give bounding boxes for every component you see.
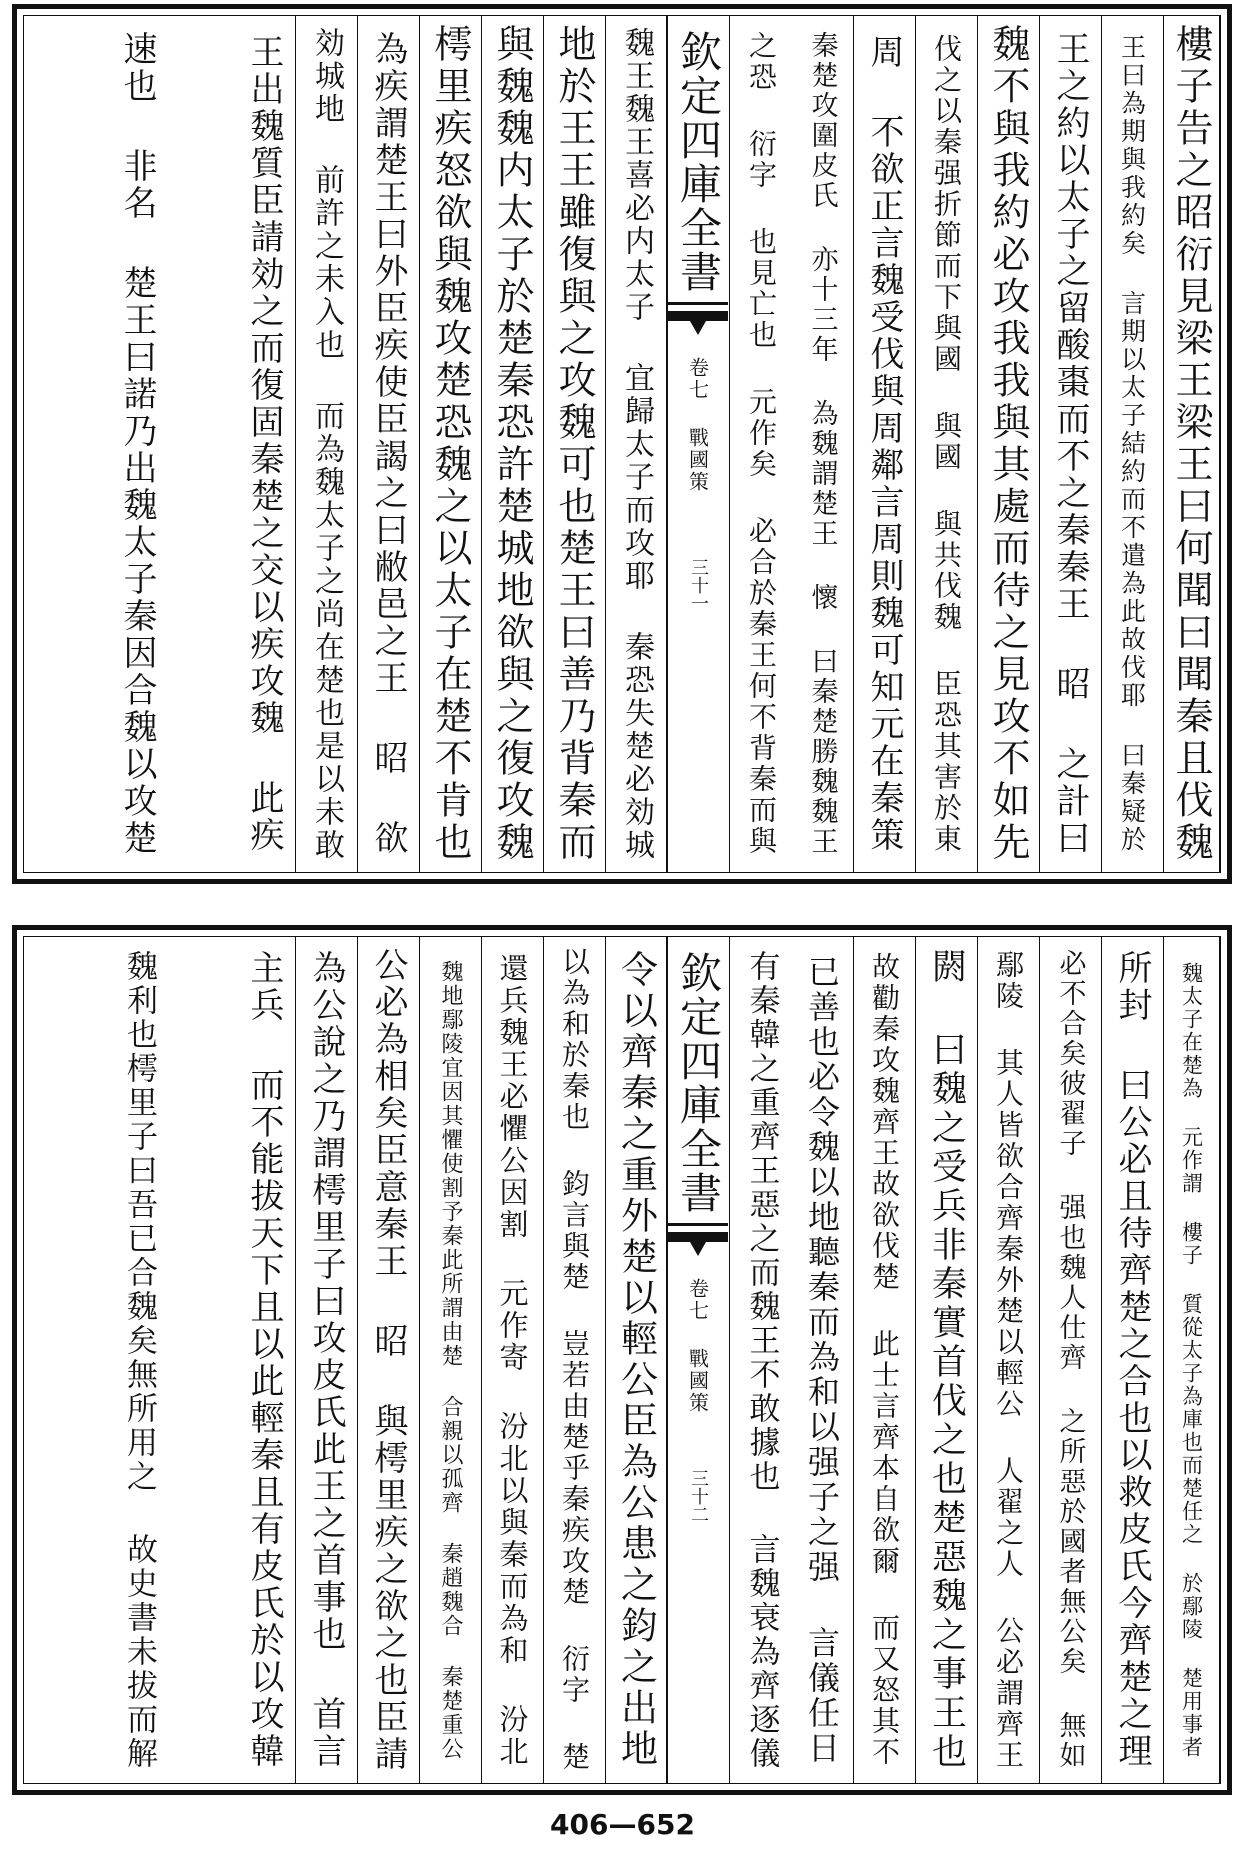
column-text: 魏太子在楚為 元作謂 樓子 質從太子為庫也而楚任之 於鄢陵 楚用事者 <box>1179 961 1204 1759</box>
text-column <box>977 937 1040 1783</box>
page-label: 三十一 <box>688 558 709 612</box>
page-label: 三十二 <box>688 1469 709 1523</box>
column-text: 王之約以太子之留酸棗而不之秦秦王 昭 之計曰 <box>1050 31 1090 857</box>
text-column <box>1039 16 1102 872</box>
column-text: 魏不與我約必攻我我與其處而待之見攻不如先 <box>986 24 1030 864</box>
text-column <box>915 937 978 1783</box>
column-text: 主兵 而不能拔天下且以此輕秦且有皮氏於以攻韓 <box>244 950 284 1770</box>
column-text: 已善也必令魏以地聽秦而為和以强子之强 言儀任日 <box>803 954 841 1766</box>
fish-tail-mark-icon <box>668 311 728 339</box>
text-column <box>605 16 668 872</box>
text-column <box>1101 937 1164 1783</box>
column-text: 以為和於秦也 鈞言與楚 豈若由楚乎秦疾攻楚 衍字 楚 <box>558 947 591 1773</box>
column-text: 樓子告之昭衍見梁王梁王曰何聞曰聞秦且伐魏 <box>1169 24 1213 864</box>
column-text: 還兵魏王必懼公因割 元作寄 汾北以與秦而為和 汾北 <box>495 952 530 1768</box>
text-column <box>791 16 854 872</box>
text-column <box>233 937 296 1783</box>
column-text: 閼 曰魏之受兵非秦實首伐之也楚惡魏之事王也 <box>926 948 967 1772</box>
text-column <box>24 937 234 1783</box>
column-text: 必不合矣彼翟子 强也魏人仕齊 之所惡於國者無公矣 無如 <box>1054 949 1086 1771</box>
text-column <box>1101 16 1164 872</box>
text-column <box>853 937 916 1783</box>
text-column <box>357 16 420 872</box>
text-column <box>730 937 792 1783</box>
column-text: 故勸秦攻魏齊王故欲伐楚 此士言齊本自欲爾 而又怒其不 <box>868 952 901 1768</box>
text-column <box>1039 937 1102 1783</box>
column-text: 公必為相矣臣意秦王 昭 與樗里疾之欲之也臣請 <box>368 947 408 1773</box>
text-column <box>419 16 482 872</box>
column-text: 所封 曰公必且待齊楚之合也以救皮氏今齊楚之理 <box>1112 950 1152 1770</box>
section-label: 卷七 戰國策 <box>685 1278 710 1414</box>
text-column <box>295 937 358 1783</box>
text-column <box>543 16 606 872</box>
column-text: 周 不欲正言魏受伐與周鄰言周則魏可知元在秦策 <box>864 34 904 854</box>
fish-tail-mark-icon <box>668 1232 728 1260</box>
text-column <box>791 937 854 1783</box>
text-column <box>853 16 916 872</box>
column-text: 與魏魏内太子於楚秦恐許楚城地欲與之復攻魏 <box>490 24 534 864</box>
top-page-panel <box>12 4 1232 884</box>
top-text-frame <box>23 15 1221 873</box>
text-column <box>730 16 792 872</box>
column-text: 鄢陵 其人皆欲合齊秦外楚以輕公 人翟之人 公必謂齊王 <box>992 949 1025 1771</box>
column-text: 秦楚攻圍皮氏 亦十三年 為魏謂楚王 懷 曰秦楚勝魏魏王 <box>806 31 838 857</box>
text-column <box>915 16 978 872</box>
text-column <box>605 937 668 1783</box>
book-title: 欽定四庫全書 <box>668 951 728 1226</box>
column-text: 之恐 衍字 也見亡也 元作矣 必合於秦王何不背秦而與 <box>745 31 778 857</box>
column-text: 地於王王雖復與之攻魏可也楚王曰善乃背秦而 <box>552 24 596 864</box>
text-column <box>481 937 544 1783</box>
text-column <box>233 16 296 872</box>
column-text: 伐之以秦强折節而下與國 與國 與共伐魏 臣恐其害於東 <box>930 33 963 855</box>
text-column <box>977 16 1040 872</box>
column-text: 速也 非名 楚王曰諾乃出魏太子秦因合魏以攻楚 <box>117 31 157 857</box>
text-column <box>481 16 544 872</box>
text-column <box>1163 937 1220 1783</box>
page-number-footer: 406—652 <box>550 1808 695 1841</box>
column-text: 令以齊秦之重外楚以輕公臣為公患之鈞之出地 <box>614 950 658 1770</box>
column-text: 樗里疾怒欲與魏攻楚恐魏之以太子在楚不肯也 <box>428 24 472 864</box>
text-column <box>419 937 482 1783</box>
bottom-page-panel <box>12 925 1232 1795</box>
column-text: 為疾謂楚王曰外臣疾使臣謁之曰敝邑之王 昭 欲 <box>368 31 408 857</box>
column-text: 王出魏質臣請効之而復固秦楚之交以疾攻魏 此疾 <box>244 34 284 854</box>
text-column <box>357 937 420 1783</box>
column-text: 効城地 前許之未入也 而為魏太子之尚在楚也是以未敢 <box>309 26 344 862</box>
text-column <box>295 16 358 872</box>
center-title-column <box>666 937 730 1783</box>
book-title: 欽定四庫全書 <box>668 30 728 305</box>
text-column <box>24 16 234 872</box>
column-text: 魏利也樗里子曰吾已合魏矣無所用之 故史書未拔而解 <box>121 949 157 1771</box>
column-text: 王曰為期與我約矣 言期以太子結約而不遣為此故伐耶 曰秦疑於 <box>1117 34 1147 854</box>
bottom-text-frame <box>23 936 1221 1784</box>
text-column <box>543 937 606 1783</box>
column-text: 魏王魏王喜必内太子 宜歸太子而攻耶 秦恐失楚必効城 <box>619 26 654 862</box>
column-text: 為公說之乃謂樗里子曰攻皮氏此王之首事也 首言 <box>306 950 346 1770</box>
text-column <box>1163 16 1220 872</box>
section-label: 卷七 戰國策 <box>685 357 710 493</box>
center-title-column <box>666 16 730 872</box>
column-text: 有秦韓之重齊王惡之而魏王不敢據也 言魏衰為齊逐儀 <box>743 949 780 1771</box>
column-text: 魏地鄢陵宜因其懼使割予秦此所謂由楚 合親以孤齊 秦趙魏合 秦楚重公 <box>438 959 463 1761</box>
